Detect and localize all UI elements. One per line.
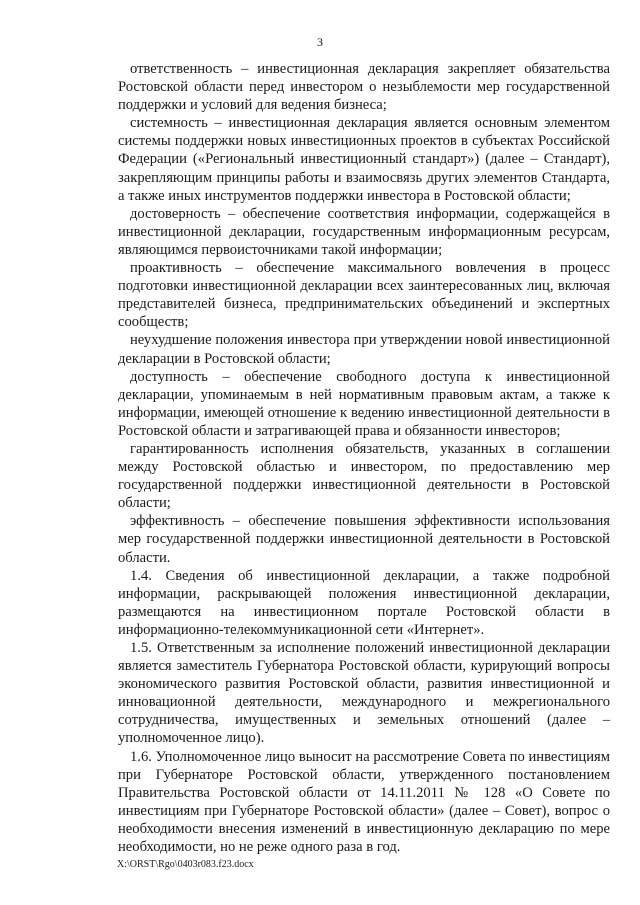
paragraph-reliability: достоверность – обеспечение соответствия информации, содержащейся в инвестиционной декларации, государственным информационным ресурсам, являющимся первоисточниками такой информации; [118, 205, 610, 258]
paragraph-1-4: 1.4. Сведения об инвестиционной декларации, а также подробной информации, раскрывающей положения инвестиционной декларации, размещаются на инвестиционном портале Ростовской области в информационно-телекоммуникационной сети «Интернет». [118, 567, 610, 638]
paragraph-systematicity: системность – инвестиционная декларация является основным элементом системы поддержки новых инвестиционных проектов в субъектах Российской Федерации («Региональный инвестиционный стандарт») (далее – Стандарт), закрепляющим принципы работы и взаимосвязь других элементов Стандарта, а также иных инструментов поддержки инвестора в Ростовской области; [118, 115, 610, 204]
paragraph-accessibility: доступность – обеспечение свободного доступа к инвестиционной декларации, упоминаемым в ней нормативным правовым актам, а также к информации, имеющей отношение к ведению инвестиционной деятельности в Ростовской области и затрагивающей права и обязанности инвесторов; [118, 368, 610, 439]
paragraph-proactivity: проактивность – обеспечение максимального вовлечения в процесс подготовки инвестиционной декларации всех заинтересованных лиц, включая представителей бизнеса, предпринимательских объединений и экспертных сообществ; [118, 260, 610, 331]
footer-file-path: X:\ORST\Rgo\0403r083.f23.docx [117, 859, 254, 870]
paragraph-1-5: 1.5. Ответственным за исполнение положений инвестиционной декларации является заместитель Губернатора Ростовской области, курирующий вопросы экономического развития Ростовской области, развития инвестиционной и инновационной деятельности, международного и межрегионального сотрудничества, имущественных и земельных отношений (далее – уполномоченное лицо). [118, 640, 610, 747]
paragraph-guarantee: гарантированность исполнения обязательств, указанных в соглашении между Ростовской областью и инвестором, по предоставлению мер государственной поддержки инвестиционной деятельности в Ростовской области; [118, 440, 610, 512]
page-number: 3 [317, 35, 323, 49]
paragraph-non-deterioration: неухудшение положения инвестора при утверждении новой инвестиционной декларации в Ростовской области; [118, 332, 610, 367]
paragraph-efficiency: эффективность – обеспечение повышения эффективности использования мер государственной поддержки инвестиционной деятельности в Ростовской области. [118, 513, 610, 566]
document-body [118, 60, 610, 856]
paragraph-1-6: 1.6. Уполномоченное лицо выносит на рассмотрение Совета по инвестициям при Губернаторе Ростовской области, утвержденного постановлением Правительства Ростовской области от 14.11.2011 № 128 «О Совете по инвестициям при Губернаторе Ростовской области» (далее – Совет), вопрос о необходимости внесения изменений в инвестиционную декларацию по мере необходимости, но не реже одного раза в год. [118, 748, 610, 856]
paragraph-responsibility: ответственность – инвестиционная декларация закрепляет обязательства Ростовской области перед инвестором о незыблемости мер государственной поддержки и условий для ведения бизнеса; [118, 61, 610, 114]
